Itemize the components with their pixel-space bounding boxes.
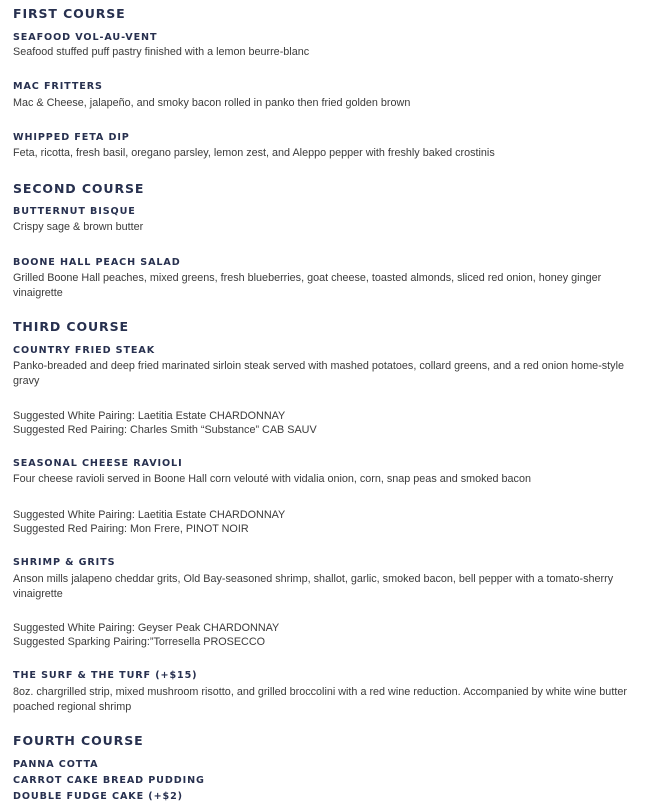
item-description: Seafood stuffed puff pastry finished with a lemon beurre-blanc bbox=[13, 46, 310, 58]
item-description: Anson mills jalapeno cheddar grits, Old Bay-seasoned shrimp, shallot, garlic, smoked bacon, bell pepper with a tomato-sherry vinaigrette bbox=[13, 573, 614, 600]
pairing-line: Suggested White Pairing: Laetitia Estate CHARDONNAY bbox=[13, 509, 286, 521]
item-description: 8oz. chargrilled strip, mixed mushroom risotto, and grilled broccolini with a red wine reduction. Accompanied by white wine butter poached regional shrimp bbox=[13, 686, 627, 713]
item-name: BOONE HALL PEACH SALAD bbox=[13, 257, 181, 268]
pairing-line: Suggested Sparking Pairing:”Torresella PROSECCO bbox=[13, 636, 266, 648]
course-title-first: FIRST COURSE bbox=[13, 6, 126, 21]
item-description: Mac & Cheese, jalapeño, and smoky bacon rolled in panko then fried golden brown bbox=[13, 97, 411, 109]
item-description: Feta, ricotta, fresh basil, oregano parsley, lemon zest, and Aleppo pepper with freshly baked crostinis bbox=[13, 147, 495, 159]
item-name: COUNTRY FRIED STEAK bbox=[13, 345, 156, 356]
pairing-line: Suggested White Pairing: Geyser Peak CHARDONNAY bbox=[13, 622, 280, 634]
item-name: PANNA COTTA bbox=[13, 759, 99, 770]
course-title-second: SECOND COURSE bbox=[13, 181, 145, 196]
item-name: DOUBLE FUDGE CAKE (+$2) bbox=[13, 791, 183, 802]
item-name: WHIPPED FETA DIP bbox=[13, 132, 130, 143]
item-description: Crispy sage & brown butter bbox=[13, 221, 144, 233]
item-description: Panko-breaded and deep fried marinated sirloin steak served with mashed potatoes, collard greens, and a red onion home-style gravy bbox=[13, 360, 624, 387]
course-title-third: THIRD COURSE bbox=[13, 319, 129, 334]
item-name: BUTTERNUT BISQUE bbox=[13, 206, 136, 217]
pairing-line: Suggested Red Pairing: Charles Smith “Substance” CAB SAUV bbox=[13, 424, 317, 436]
item-name: CARROT CAKE BREAD PUDDING bbox=[13, 775, 205, 786]
item-description: Four cheese ravioli served in Boone Hall corn velouté with vidalia onion, corn, snap peas and smoked bacon bbox=[13, 473, 531, 485]
course-title-fourth: FOURTH COURSE bbox=[13, 733, 144, 748]
item-name: MAC FRITTERS bbox=[13, 81, 103, 92]
pairing-line: Suggested Red Pairing: Mon Frere, PINOT NOIR bbox=[13, 523, 249, 535]
pairing-line: Suggested White Pairing: Laetitia Estate CHARDONNAY bbox=[13, 410, 286, 422]
item-description: Grilled Boone Hall peaches, mixed greens, fresh blueberries, goat cheese, toasted almonds, sliced red onion, honey ginger vinaigrette bbox=[13, 272, 602, 299]
item-name: SEASONAL CHEESE RAVIOLI bbox=[13, 458, 183, 469]
item-name: THE SURF & THE TURF (+$15) bbox=[13, 670, 198, 681]
item-name: SHRIMP & GRITS bbox=[13, 557, 116, 568]
item-name: SEAFOOD VOL-AU-VENT bbox=[13, 32, 158, 43]
